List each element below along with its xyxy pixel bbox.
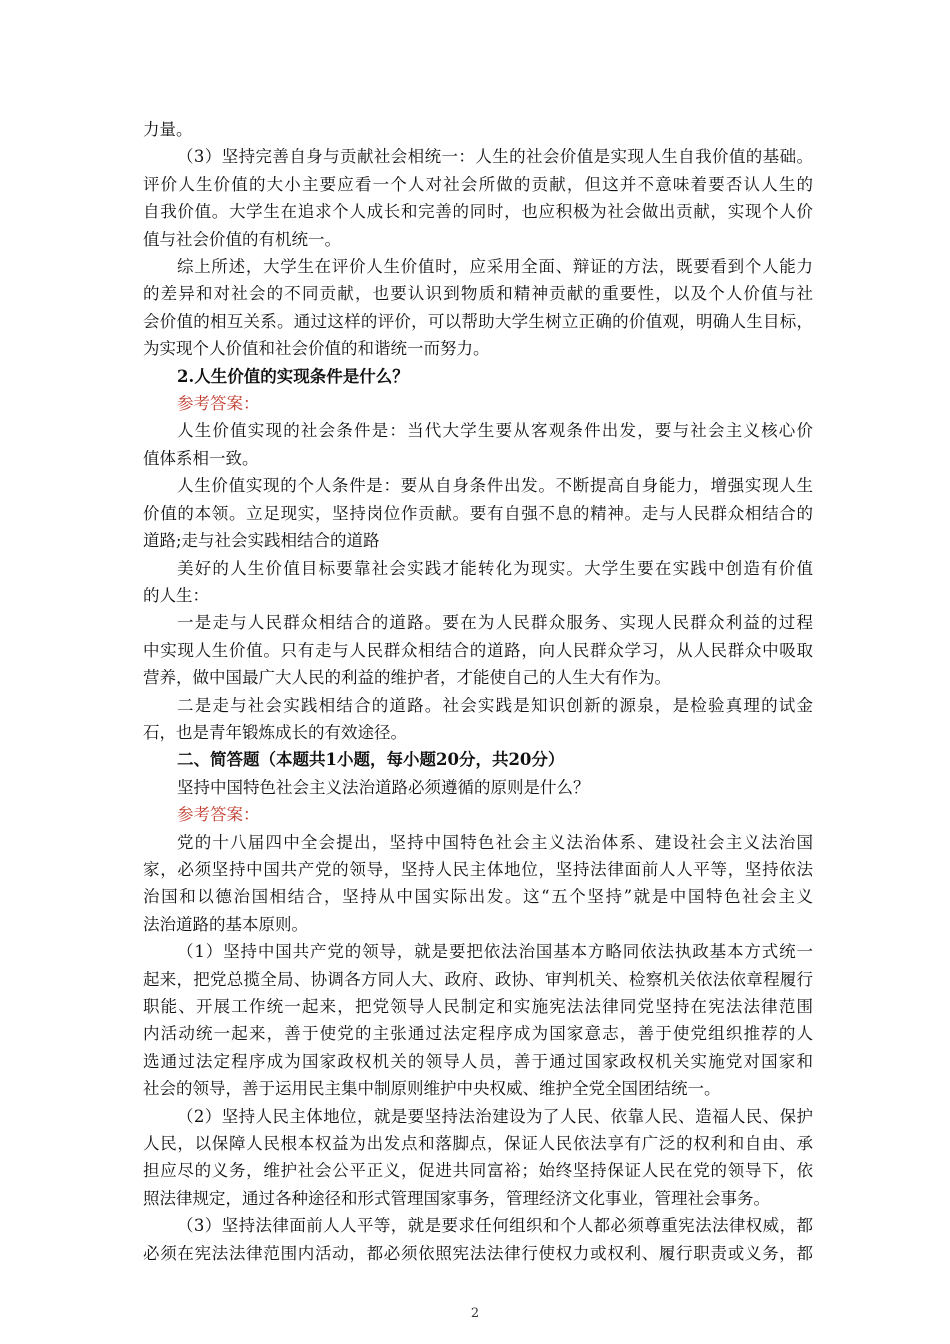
paragraph-line: 石，也是青年锻炼成长的有效途径。: [143, 722, 407, 742]
paragraph-line: 值与社会价值的有机统一。: [143, 229, 341, 249]
question-text: 坚持中国特色社会主义法治道路必须遵循的原则是什么？: [177, 777, 590, 797]
paragraph-line: 职能、开展工作统一起来，把党领导人民制定和实施宪法法律同党坚持在宪法法律范围: [143, 997, 813, 1016]
paragraph-line: 一是走与人民群众相结合的道路。要在为人民群众服务、实现人民群众利益的过程: [177, 613, 813, 633]
paragraph-line: 照法律规定，通过各种途径和形式管理国家事务，管理经济文化事业，管理社会事务。: [143, 1188, 770, 1208]
paragraph-line: （3）坚持法律面前人人平等，就是要求任何组织和个人都必须尊重宪法法律权威，都: [177, 1216, 813, 1236]
paragraph-line: （3）坚持完善自身与贡献社会相统一：人生的社会价值是实现人生自我价值的基础。: [177, 147, 813, 167]
paragraph-line: 价值的本领。立足现实，坚持岗位作贡献。要有自强不息的精神。走与人民群众相结合的: [143, 503, 813, 523]
paragraph-line: 法治道路的基本原则。: [143, 914, 308, 934]
paragraph-line: （2）坚持人民主体地位，就是要坚持法治建设为了人民、依靠人民、造福人民、保护: [177, 1106, 813, 1126]
paragraph-line: 评价人生价值的大小主要应看一个人对社会所做的贡献，但这并不意味着要否认人生的: [143, 174, 813, 194]
answer-label: 参考答案：: [177, 394, 260, 414]
paragraph-line: （1）坚持中国共产党的领导，就是要把依法治国基本方略同依法执政基本方式统一: [177, 942, 813, 962]
paragraph-line: 社会的领导，善于运用民主集中制原则维护中央权威、维护全党全国团结统一。: [143, 1079, 721, 1099]
paragraph-line: 人民，以保障人民根本权益为出发点和落脚点，保证人民依法享有广泛的权利和自由、承: [143, 1134, 813, 1154]
page-number: 2: [470, 1306, 480, 1321]
paragraph-line: 人生价值实现的社会条件是：当代大学生要从客观条件出发，要与社会主义核心价: [177, 421, 813, 441]
paragraph-line: 的人生：: [143, 585, 209, 605]
paragraph-line: 值体系相一致。: [143, 448, 259, 468]
paragraph-line: 综上所述，大学生在评价人生价值时，应采用全面、辩证的方法，既要看到个人能力: [177, 257, 813, 277]
paragraph-line: 内活动统一起来，善于使党的主张通过法定程序成为国家意志，善于使党组织推荐的人: [143, 1024, 813, 1044]
paragraph-line: 美好的人生价值目标要靠社会实践才能转化为现实。大学生要在实践中创造有价值: [177, 558, 813, 578]
paragraph-line: 人生价值实现的个人条件是：要从自身条件出发。不断提高自身能力，增强实现人生: [177, 476, 813, 496]
paragraph-line: 二是走与社会实践相结合的道路。社会实践是知识创新的源泉，是检验真理的试金: [177, 695, 813, 715]
paragraph-line: 力量。: [143, 120, 193, 139]
paragraph-line: 选通过法定程序成为国家政权机关的领导人员，善于通过国家政权机关实施党对国家和: [143, 1051, 813, 1071]
paragraph-line: 党的十八届四中全会提出，坚持中国特色社会主义法治体系、建设社会主义法治国: [177, 832, 813, 852]
paragraph-line: 会价值的相互关系。通过这样的评价，可以帮助大学生树立正确的价值观，明确人生目标，: [143, 311, 813, 331]
question-heading: 2.人生价值的实现条件是什么？: [177, 366, 409, 386]
paragraph-line: 自我价值。大学生在追求个人成长和完善的同时，也应积极为社会做出贡献，实现个人价: [143, 202, 813, 222]
paragraph-line: 的差异和对社会的不同贡献，也要认识到物质和精神贡献的重要性，以及个人价值与社: [143, 284, 813, 304]
paragraph-line: 道路;走与社会实践相结合的道路: [143, 531, 380, 551]
page-content: [143, 116, 813, 1267]
paragraph-line: 起来，把党总揽全局、协调各方同人大、政府、政协、审判机关、检察机关依法依章程履行: [143, 969, 813, 989]
paragraph-line: 必须在宪法法律范围内活动，都必须依照宪法法律行使权力或权利、履行职责或义务，都: [143, 1243, 813, 1263]
section-heading: 二、简答题（本题共1小题，每小题20分，共20分）: [177, 750, 565, 770]
paragraph-line: 为实现个人价值和社会价值的和谐统一而努力。: [143, 339, 490, 359]
answer-label: 参考答案：: [177, 805, 260, 825]
paragraph-line: 中实现人生价值。只有走与人民群众相结合的道路，向人民群众学习，从人民群众中吸取: [143, 640, 813, 660]
paragraph-line: 家，必须坚持中国共产党的领导，坚持人民主体地位，坚持法律面前人人平等，坚持依法: [143, 859, 813, 879]
paragraph-line: 营养，做中国最广大人民的利益的维护者，才能使自己的人生大有作为。: [143, 668, 671, 688]
paragraph-line: 担应尽的义务，维护社会公平正义，促进共同富裕；始终坚持保证人民在党的领导下，依: [143, 1161, 813, 1181]
paragraph-line: 治国和以德治国相结合，坚持从中国实际出发。这“五个坚持”就是中国特色社会主义: [143, 887, 813, 907]
